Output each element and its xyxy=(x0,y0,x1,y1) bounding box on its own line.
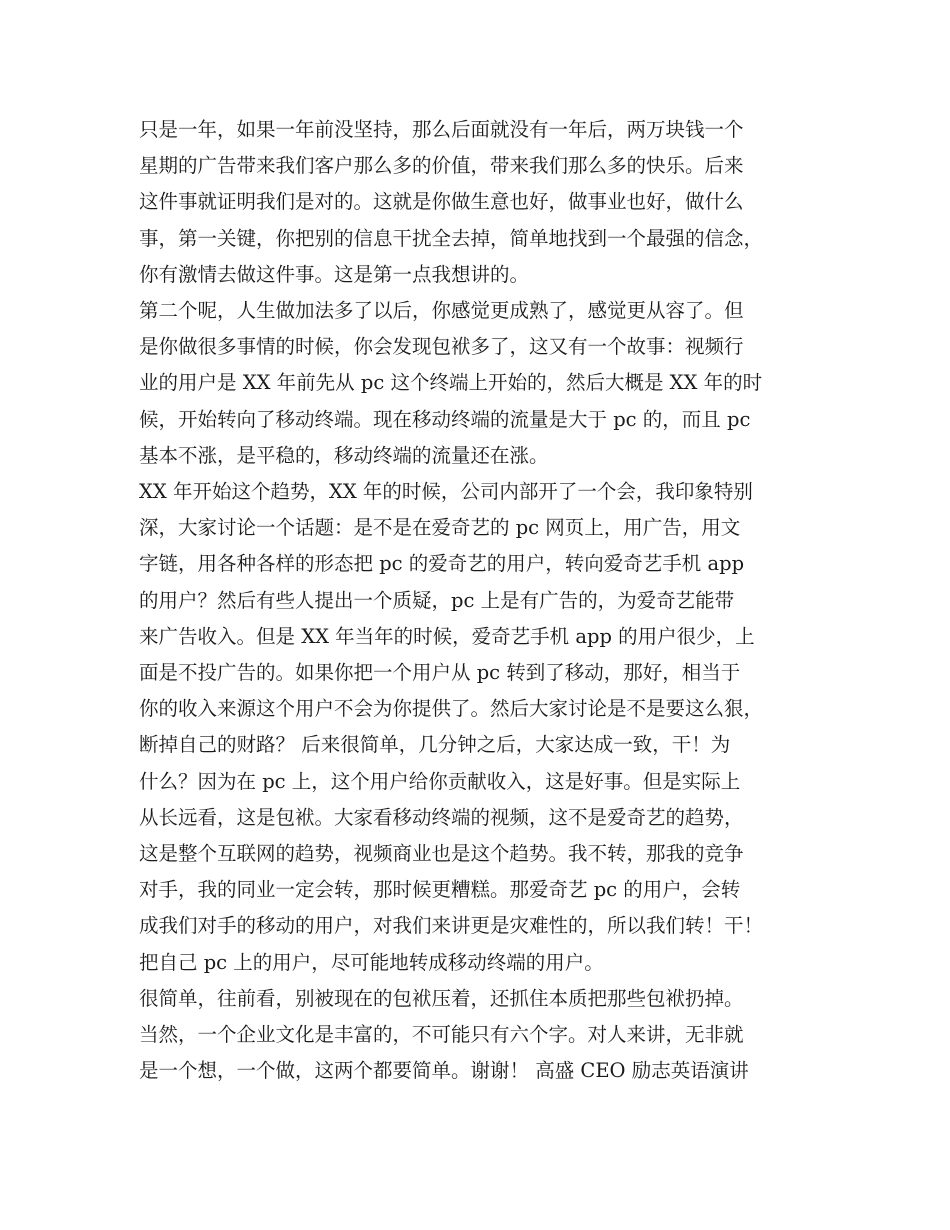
text-line: 面是不投广告的。如果你把一个用户从 pc 转到了移动，那好，相当于 xyxy=(139,661,741,685)
paragraph-2 xyxy=(139,293,829,474)
text-line: 很简单，往前看，别被现在的包袱压着，还抓住本质把那些包袱扔掉。 xyxy=(139,986,744,1010)
document-body xyxy=(139,112,829,1089)
text-line: 只是一年，如果一年前没坚持，那么后面就没有一年后，两万块钱一个 xyxy=(139,118,744,141)
text-line: 事，第一关键，你把别的信息干扰全去掉，简单地找到一个最强的信念， xyxy=(139,226,764,250)
text-line: 第二个呢，人生做加法多了以后，你感觉更成熟了，感觉更从容了。但 xyxy=(139,299,744,323)
paragraph-4 xyxy=(139,981,829,1090)
paragraph-3 xyxy=(139,474,829,981)
text-line: 断掉自己的财路？ 后来很简单，几分钟之后，大家达成一致，干！为 xyxy=(139,733,731,757)
text-line: 你有激情去做这件事。这是第一点我想讲的。 xyxy=(139,262,530,286)
text-line: 把自己 pc 上的用户，尽可能地转成移动终端的用户。 xyxy=(139,950,604,974)
text-line: 这是整个互联网的趋势，视频商业也是这个趋势。我不转，那我的竞争 xyxy=(139,842,744,866)
text-line: 什么？因为在 pc 上，这个用户给你贡献收入，这是好事。但是实际上 xyxy=(139,769,741,793)
text-line: 候，开始转向了移动终端。现在移动终端的流量是大于 pc 的，而且 pc xyxy=(139,407,751,431)
text-line: 字链，用各种各样的形态把 pc 的爱奇艺的用户，转向爱奇艺手机 app xyxy=(139,552,745,576)
text-line: 你的收入来源这个用户不会为你提供了。然后大家讨论是不是要这么狠， xyxy=(139,697,764,721)
text-line: 当然，一个企业文化是丰富的，不可能只有六个字。对人来讲，无非就 xyxy=(139,1023,744,1047)
paragraph-1 xyxy=(139,112,829,293)
text-line: 星期的广告带来我们客户那么多的价值，带来我们那么多的快乐。后来 xyxy=(139,154,744,178)
text-line: 业的用户是 XX 年前先从 pc 这个终端上开始的，然后大概是 XX 年的时 xyxy=(139,371,763,395)
text-line: 是你做很多事情的时候，你会发现包袱多了，这又有一个故事：视频行 xyxy=(139,335,744,359)
text-line: XX 年开始这个趋势，XX 年的时候，公司内部开了一个会，我印象特别 xyxy=(139,480,753,504)
text-line: 从长远看，这是包袱。大家看移动终端的视频，这不是爱奇艺的趋势， xyxy=(139,805,744,829)
text-line: 对手，我的同业一定会转，那时候更糟糕。那爱奇艺 pc 的用户，会转 xyxy=(139,878,741,902)
text-line: 的用户？然后有些人提出一个质疑，pc 上是有广告的，为爱奇艺能带 xyxy=(139,588,735,612)
text-line: 来广告收入。但是 XX 年当年的时候，爱奇艺手机 app 的用户很少，上 xyxy=(139,624,755,648)
text-line: 基本不涨，是平稳的，移动终端的流量还在涨。 xyxy=(139,443,549,467)
text-line: 是一个想，一个做，这两个都要简单。谢谢！ 高盛 CEO 励志英语演讲 xyxy=(139,1059,749,1083)
text-line: 成我们对手的移动的用户，对我们来讲更是灾难性的，所以我们转！干！ xyxy=(139,914,764,938)
text-line: 深，大家讨论一个话题：是不是在爱奇艺的 pc 网页上，用广告，用文 xyxy=(139,516,741,540)
text-line: 这件事就证明我们是对的。这就是你做生意也好，做事业也好，做什么 xyxy=(139,190,744,214)
